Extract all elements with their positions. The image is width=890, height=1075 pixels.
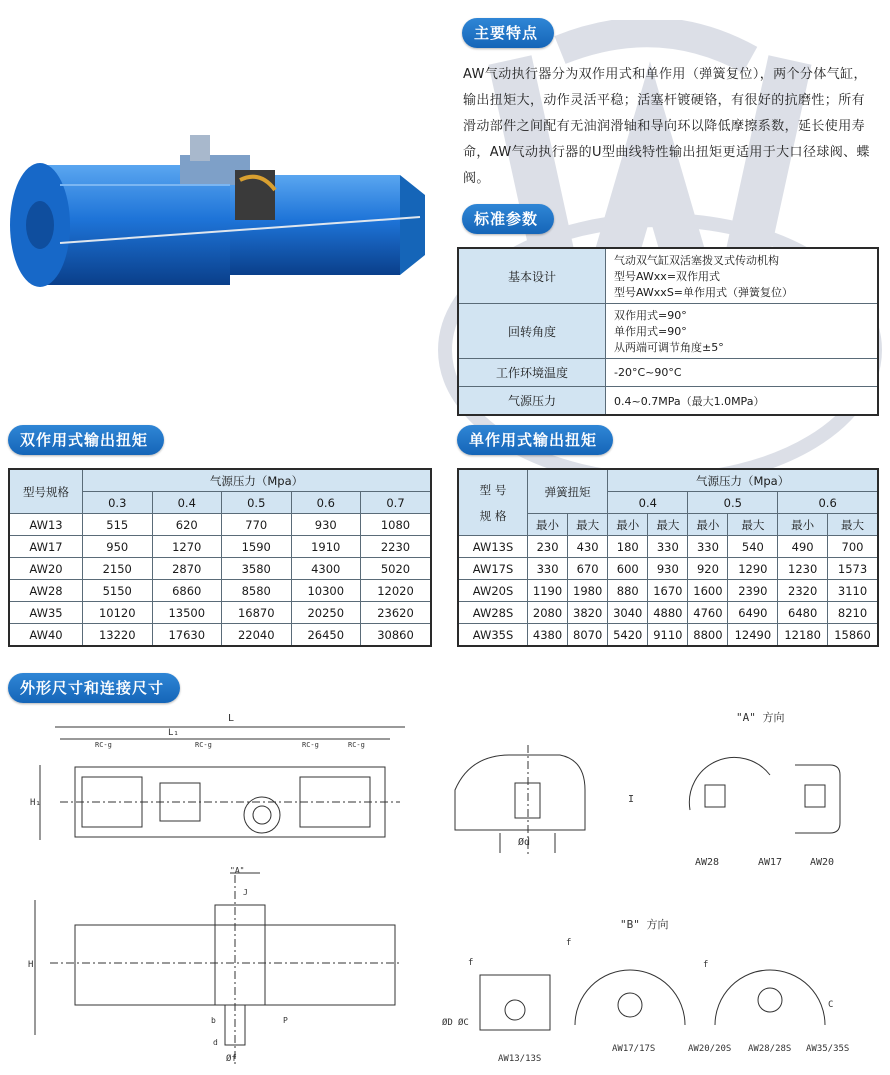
torque-cell: 8210	[828, 602, 878, 624]
torque-cell: 920	[688, 558, 728, 580]
torque-cell: 1190	[528, 580, 568, 602]
torque-cell: 540	[728, 536, 778, 558]
pressure-header: 气源压力（Mpa）	[83, 469, 432, 492]
minmax-header: 最小	[688, 514, 728, 536]
torque-cell: 1910	[291, 536, 361, 558]
minmax-header: 最大	[828, 514, 878, 536]
torque-cell: 30860	[361, 624, 432, 647]
svg-text:RC-g: RC-g	[95, 741, 112, 749]
svg-text:ØD: ØD	[442, 1018, 453, 1028]
svg-text:L: L	[228, 713, 235, 724]
table-row	[458, 602, 878, 624]
torque-cell: 2320	[778, 580, 828, 602]
table-row	[458, 536, 878, 558]
torque-cell: 12180	[778, 624, 828, 647]
param-value: 双作用式=90° 单作用式=90° 从两端可调节角度±5°	[606, 304, 879, 359]
actuator-photo	[0, 125, 440, 325]
model-cell: AW28	[9, 580, 83, 602]
svg-text:AW20: AW20	[810, 857, 835, 868]
svg-text:AW28: AW28	[695, 857, 720, 868]
torque-cell: 1290	[728, 558, 778, 580]
torque-cell: 600	[608, 558, 648, 580]
minmax-header: 最小	[778, 514, 828, 536]
torque-cell: 16870	[222, 602, 292, 624]
torque-cell: 12490	[728, 624, 778, 647]
torque-cell: 1590	[222, 536, 292, 558]
param-key: 气源压力	[458, 387, 606, 416]
params-heading: 标准参数	[462, 204, 554, 234]
double-torque-heading: 双作用式输出扭矩	[8, 425, 164, 455]
torque-cell: 1670	[648, 580, 688, 602]
torque-cell: 15860	[828, 624, 878, 647]
svg-text:f: f	[566, 938, 572, 948]
svg-text:AW17/17S: AW17/17S	[612, 1044, 656, 1054]
pressure-header: 气源压力（Mpa）	[608, 469, 878, 492]
double-torque-table	[8, 468, 432, 647]
torque-cell: 330	[688, 536, 728, 558]
param-value: -20°C~90°C	[606, 359, 879, 387]
table-row	[9, 558, 431, 580]
model-cell: AW20	[9, 558, 83, 580]
torque-cell: 880	[608, 580, 648, 602]
torque-cell: 17630	[152, 624, 222, 647]
single-torque-heading: 单作用式输出扭矩	[457, 425, 613, 455]
torque-cell: 2150	[83, 558, 153, 580]
param-key: 工作环境温度	[458, 359, 606, 387]
torque-cell: 12020	[361, 580, 432, 602]
svg-text:"B" 方向: "B" 方向	[620, 918, 669, 931]
svg-text:"A": "A"	[230, 866, 245, 875]
torque-cell: 3580	[222, 558, 292, 580]
params-row	[458, 304, 878, 359]
pressure-col: 0.3	[83, 492, 153, 514]
svg-text:C: C	[828, 1000, 834, 1010]
torque-cell: 2080	[528, 602, 568, 624]
torque-cell: 1080	[361, 514, 432, 536]
model-cell: AW40	[9, 624, 83, 647]
pressure-col: 0.7	[361, 492, 432, 514]
torque-cell: 4300	[291, 558, 361, 580]
minmax-header: 最小	[608, 514, 648, 536]
svg-text:L₁: L₁	[168, 728, 179, 738]
torque-cell: 4380	[528, 624, 568, 647]
torque-cell: 2390	[728, 580, 778, 602]
torque-cell: 6480	[778, 602, 828, 624]
torque-cell: 1573	[828, 558, 878, 580]
table-row	[458, 580, 878, 602]
svg-text:AW17: AW17	[758, 857, 783, 868]
svg-text:f: f	[703, 960, 709, 970]
params-row	[458, 387, 878, 416]
svg-text:RC-g: RC-g	[302, 741, 319, 749]
minmax-header: 最小	[528, 514, 568, 536]
model-cell: AW35S	[458, 624, 528, 647]
svg-text:AW20/20S: AW20/20S	[688, 1044, 732, 1054]
pressure-col: 0.6	[778, 492, 878, 514]
torque-cell: 930	[291, 514, 361, 536]
svg-text:AW13/13S: AW13/13S	[498, 1054, 542, 1064]
svg-text:f: f	[468, 958, 474, 968]
single-torque-table	[457, 468, 879, 647]
torque-cell: 180	[608, 536, 648, 558]
minmax-header: 最大	[568, 514, 608, 536]
torque-cell: 2230	[361, 536, 432, 558]
torque-cell: 770	[222, 514, 292, 536]
torque-cell: 13220	[83, 624, 153, 647]
torque-cell: 430	[568, 536, 608, 558]
pressure-col: 0.4	[152, 492, 222, 514]
minmax-header: 最大	[728, 514, 778, 536]
torque-cell: 26450	[291, 624, 361, 647]
param-key: 回转角度	[458, 304, 606, 359]
model-cell: AW13S	[458, 536, 528, 558]
model-header: 型号规格	[9, 469, 83, 514]
torque-cell: 1600	[688, 580, 728, 602]
svg-text:ØC: ØC	[458, 1018, 469, 1028]
torque-cell: 230	[528, 536, 568, 558]
pressure-col: 0.4	[608, 492, 688, 514]
torque-cell: 23620	[361, 602, 432, 624]
params-table	[457, 247, 879, 416]
torque-cell: 1230	[778, 558, 828, 580]
param-value: 气动双气缸双活塞拨叉式传动机构 型号AWxx=双作用式 型号AWxxS=单作用式（弹簧复位）	[606, 248, 879, 304]
torque-cell: 6490	[728, 602, 778, 624]
svg-text:AW35/35S: AW35/35S	[806, 1044, 850, 1054]
table-row	[458, 558, 878, 580]
svg-text:P: P	[283, 1016, 288, 1025]
torque-cell: 22040	[222, 624, 292, 647]
param-value: 0.4~0.7MPa（最大1.0MPa）	[606, 387, 879, 416]
torque-cell: 10120	[83, 602, 153, 624]
svg-text:b: b	[211, 1016, 216, 1025]
model-cell: AW17S	[458, 558, 528, 580]
svg-text:AW28/28S: AW28/28S	[748, 1044, 792, 1054]
pressure-col: 0.5	[688, 492, 778, 514]
model-cell: AW13	[9, 514, 83, 536]
pressure-col: 0.5	[222, 492, 292, 514]
torque-cell: 330	[648, 536, 688, 558]
model-header: 型 号 规 格	[458, 469, 528, 536]
model-cell: AW35	[9, 602, 83, 624]
torque-cell: 20250	[291, 602, 361, 624]
torque-cell: 5150	[83, 580, 153, 602]
params-row	[458, 359, 878, 387]
svg-text:H: H	[28, 960, 34, 970]
pressure-col: 0.6	[291, 492, 361, 514]
svg-text:d: d	[213, 1038, 218, 1047]
torque-cell: 950	[83, 536, 153, 558]
features-paragraph: AW气动执行器分为双作用式和单作用（弹簧复位），两个分体气缸，输出扭矩大，动作灵活平稳；活塞杆镀硬铬，有很好的抗磨性；所有滑动部件之间配有无油润滑轴和导向环以降低摩擦系数，延长使用寿命，AW气动执行器的U型曲线特性输出扭矩更适用于大口径球阀、蝶阀。	[463, 67, 870, 186]
minmax-header: 最大	[648, 514, 688, 536]
dimensions-heading: 外形尺寸和连接尺寸	[8, 673, 180, 703]
param-key: 基本设计	[458, 248, 606, 304]
torque-cell: 4760	[688, 602, 728, 624]
torque-cell: 930	[648, 558, 688, 580]
torque-cell: 10300	[291, 580, 361, 602]
model-cell: AW20S	[458, 580, 528, 602]
svg-text:Øf: Øf	[226, 1054, 237, 1064]
torque-cell: 9110	[648, 624, 688, 647]
torque-cell: 8070	[568, 624, 608, 647]
features-heading: 主要特点	[462, 18, 554, 48]
torque-cell: 620	[152, 514, 222, 536]
table-row	[9, 580, 431, 602]
params-row	[458, 248, 878, 304]
torque-cell: 4880	[648, 602, 688, 624]
torque-cell: 3820	[568, 602, 608, 624]
svg-text:RC-g: RC-g	[195, 741, 212, 749]
torque-cell: 5420	[608, 624, 648, 647]
torque-cell: 3110	[828, 580, 878, 602]
svg-text:"A" 方向: "A" 方向	[736, 711, 785, 724]
torque-cell: 6860	[152, 580, 222, 602]
torque-cell: 8800	[688, 624, 728, 647]
table-row	[9, 624, 431, 647]
table-row	[9, 602, 431, 624]
torque-cell: 490	[778, 536, 828, 558]
svg-text:H₁: H₁	[30, 798, 41, 808]
table-row	[9, 514, 431, 536]
svg-text:J: J	[243, 888, 248, 897]
torque-cell: 670	[568, 558, 608, 580]
torque-cell: 2870	[152, 558, 222, 580]
torque-cell: 13500	[152, 602, 222, 624]
svg-text:RC-g: RC-g	[348, 741, 365, 749]
table-row	[9, 536, 431, 558]
table-row	[458, 624, 878, 647]
spring-header: 弹簧扭矩	[528, 469, 608, 514]
torque-cell: 8580	[222, 580, 292, 602]
torque-cell: 1980	[568, 580, 608, 602]
model-cell: AW28S	[458, 602, 528, 624]
torque-cell: 515	[83, 514, 153, 536]
dimension-drawings	[0, 705, 890, 1075]
torque-cell: 1270	[152, 536, 222, 558]
model-cell: AW17	[9, 536, 83, 558]
torque-cell: 5020	[361, 558, 432, 580]
svg-text:Ød: Ød	[518, 837, 531, 848]
torque-cell: 700	[828, 536, 878, 558]
torque-cell: 330	[528, 558, 568, 580]
svg-text:I: I	[628, 794, 635, 805]
torque-cell: 3040	[608, 602, 648, 624]
